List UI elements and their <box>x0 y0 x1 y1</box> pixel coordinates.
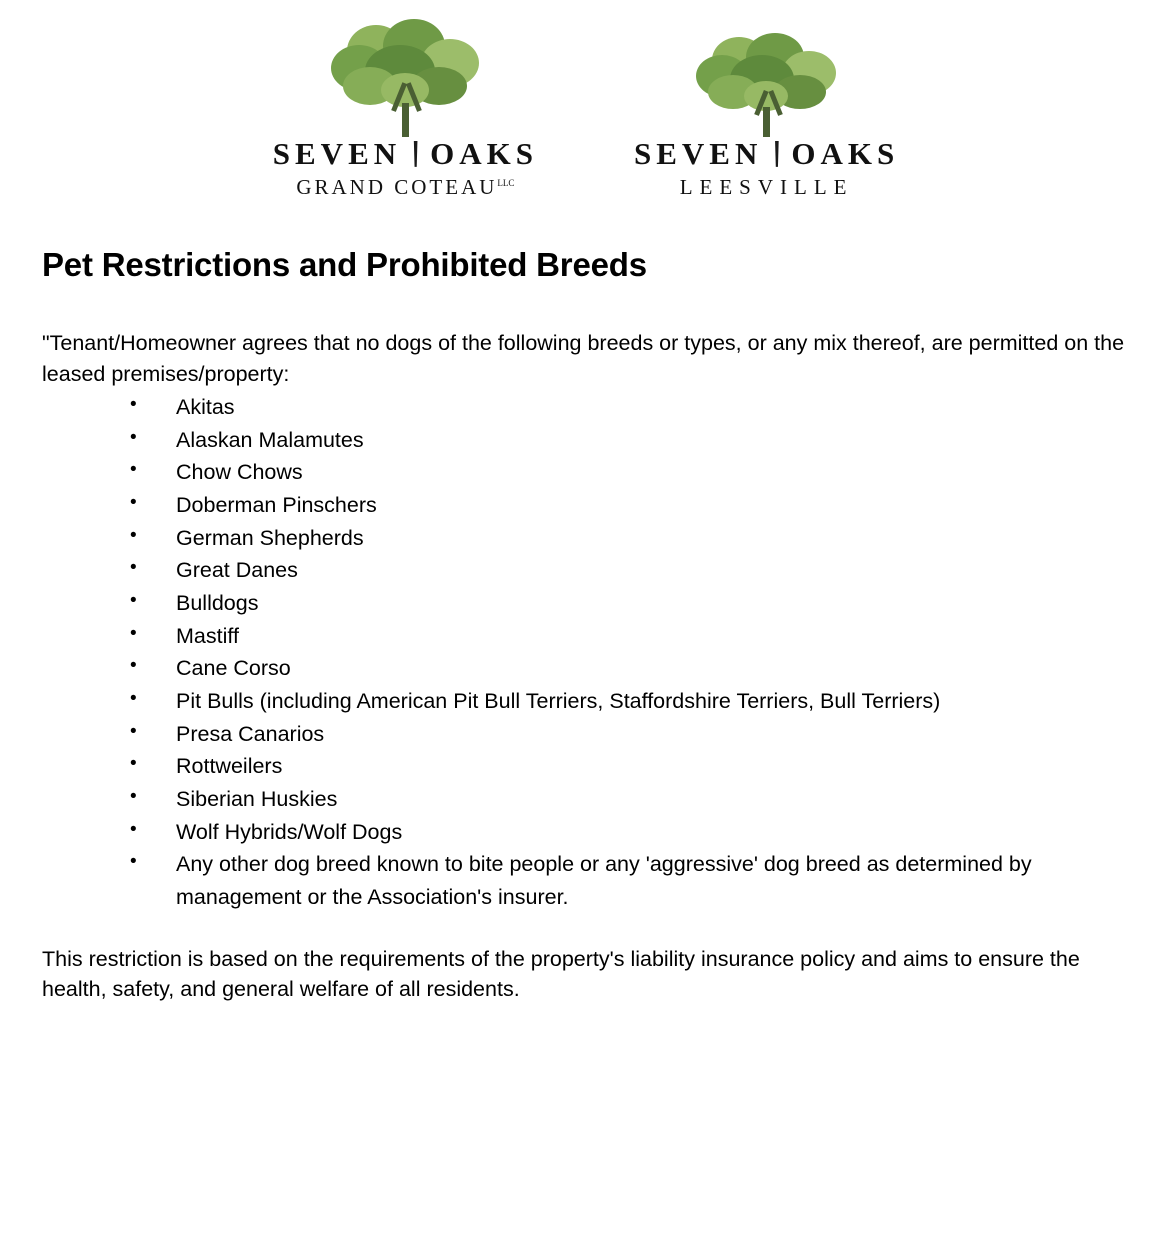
list-item <box>42 391 1130 424</box>
list-item-label: Doberman Pinschers <box>176 493 377 518</box>
list-item <box>42 783 1130 816</box>
list-item <box>42 489 1130 522</box>
bullet-icon: • <box>130 459 137 481</box>
logo-subline-grand-coteau: GRAND $COTEAU^{LLC}$ <box>296 175 515 199</box>
list-item <box>42 848 1130 913</box>
list-item <box>42 522 1130 555</box>
closing-paragraph: This restriction is based on the requirements of the property's liability insurance policy and aims to ensure the health, safety, and general welfare of all residents. <box>42 946 1080 1002</box>
page-title: Pet Restrictions and Prohibited Breeds <box>42 246 647 283</box>
oak-tree-icon <box>692 33 842 137</box>
logo-seven-oaks-grand-coteau <box>273 15 538 200</box>
list-item <box>42 424 1130 457</box>
bullet-icon: • <box>130 590 137 612</box>
bullet-icon: • <box>130 622 137 644</box>
bullet-icon: • <box>130 557 137 579</box>
list-item-label: Great Danes <box>176 558 298 583</box>
list-item <box>42 554 1130 587</box>
bullet-icon: • <box>130 688 137 710</box>
list-item <box>42 685 1130 718</box>
bullet-icon: • <box>130 426 137 448</box>
logo-subline-leesville: LEESVILLE <box>679 175 854 199</box>
list-item-label: Siberian Huskies <box>176 787 338 812</box>
list-item-label: Chow Chows <box>176 460 303 485</box>
list-item-label: Any other dog breed known to bite people or any 'aggressive' dog breed as determined by management or the Association's insurer. <box>176 852 1032 910</box>
list-item-label: Presa Canarios <box>176 721 325 746</box>
bullet-icon: • <box>130 786 137 808</box>
bullet-icon: • <box>130 492 137 514</box>
logo-wordmark-leesville <box>634 137 899 171</box>
list-item <box>42 456 1130 489</box>
list-item-label: Akitas <box>176 395 235 420</box>
list-item-label: Mastiff <box>176 623 239 648</box>
tree-illustration-leesville <box>634 29 899 137</box>
list-item <box>42 750 1130 783</box>
bullet-icon: • <box>130 394 137 416</box>
list-item-label: Pit Bulls (including American Pit Bull Terriers, Staffordshire Terriers, Bull Terriers) <box>176 689 941 714</box>
tree-illustration-grand-coteau <box>273 15 538 137</box>
bullet-icon: • <box>130 818 137 840</box>
list-item-label: Bulldogs <box>176 591 259 616</box>
logo-wordmark-grand-coteau <box>273 137 538 171</box>
list-item-label: Cane Corso <box>176 656 291 681</box>
list-item-label: Wolf Hybrids/Wolf Dogs <box>176 819 403 844</box>
logo-band <box>42 0 1130 200</box>
logo-word-right: OAKS <box>791 135 900 171</box>
logo-word-left: SEVEN <box>272 135 402 171</box>
oak-tree-icon <box>325 19 485 137</box>
logo-seven-oaks-leesville <box>634 29 899 200</box>
list-item-label: Alaskan Malamutes <box>176 427 364 452</box>
trunk-mark-icon <box>411 141 420 167</box>
list-item <box>42 718 1130 751</box>
bullet-icon: • <box>130 720 137 742</box>
logo-word-left: SEVEN <box>634 135 763 171</box>
list-item <box>42 587 1130 620</box>
bullet-icon: • <box>130 524 137 546</box>
list-item-label: Rottweilers <box>176 754 283 779</box>
list-item <box>42 816 1130 849</box>
logo-word-right: OAKS <box>430 135 538 171</box>
trunk-mark-icon <box>772 141 781 167</box>
list-item-label: German Shepherds <box>176 525 364 550</box>
bullet-icon: • <box>130 655 137 677</box>
bullet-icon: • <box>130 753 137 775</box>
bullet-icon: • <box>130 851 137 873</box>
list-item <box>42 620 1130 653</box>
prohibited-breeds-list <box>42 391 1130 914</box>
intro-paragraph: "Tenant/Homeowner agrees that no dogs of the following breeds or types, or any mix thereof, are permitted on the leased premises/property: <box>42 331 1125 386</box>
list-item <box>42 652 1130 685</box>
logo-suffix: LLC <box>497 178 515 188</box>
